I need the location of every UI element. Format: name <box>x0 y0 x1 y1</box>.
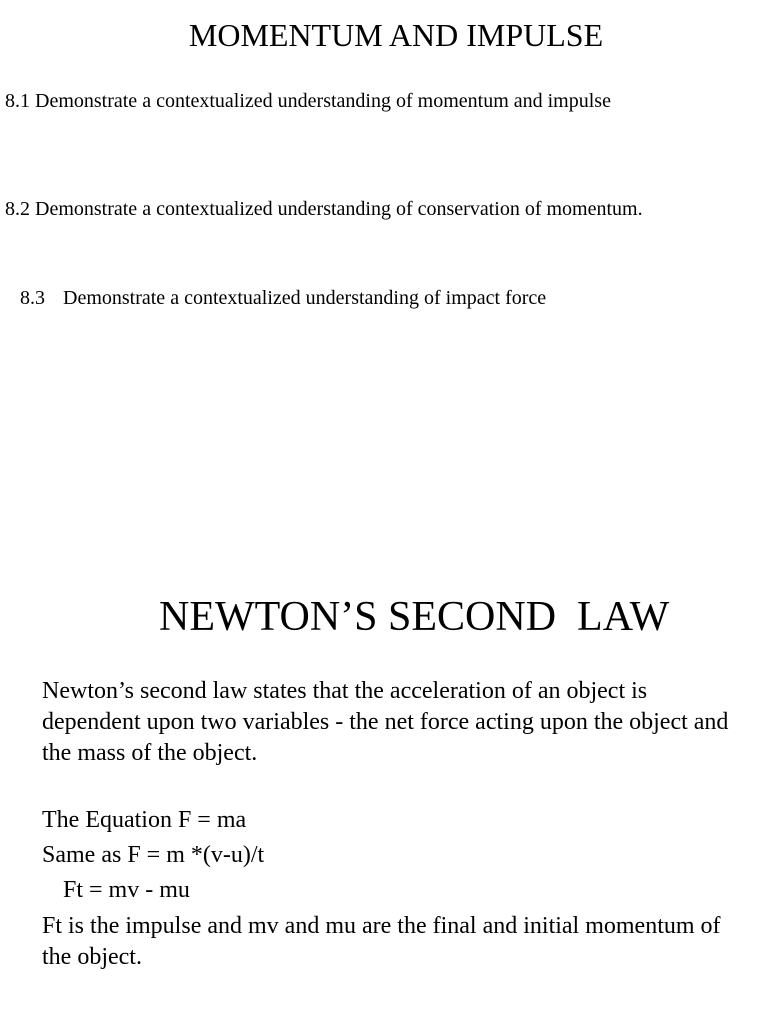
objective-8-3 <box>20 286 546 310</box>
equation-line: Same as F = m *(v-u)/t <box>42 842 265 868</box>
slide-title: MOMENTUM AND IMPULSE <box>188 17 604 53</box>
impulse-explanation-paragraph: Ft is the impulse and mv and mu are the final and initial momentum of the object. <box>42 913 721 970</box>
equation-line: Ft = mv - mu <box>63 877 190 903</box>
objective-text: Demonstrate a contextualized understanding of impact force <box>63 287 547 309</box>
objective-8-2: 8.2 Demonstrate a contextualized understanding of conservation of momentum. <box>5 198 643 220</box>
law-description-paragraph: Newton’s second law states that the acceleration of an object is dependent upon two variables - the net force acting upon the object and the mass of the object. <box>42 678 729 766</box>
slide-title: NEWTON’S SECOND LAW <box>159 594 670 640</box>
equation-line: The Equation F = ma <box>42 807 247 833</box>
objective-number: 8.3 <box>20 287 45 309</box>
objective-8-1: 8.1 Demonstrate a contextualized understanding of momentum and impulse <box>5 90 611 112</box>
